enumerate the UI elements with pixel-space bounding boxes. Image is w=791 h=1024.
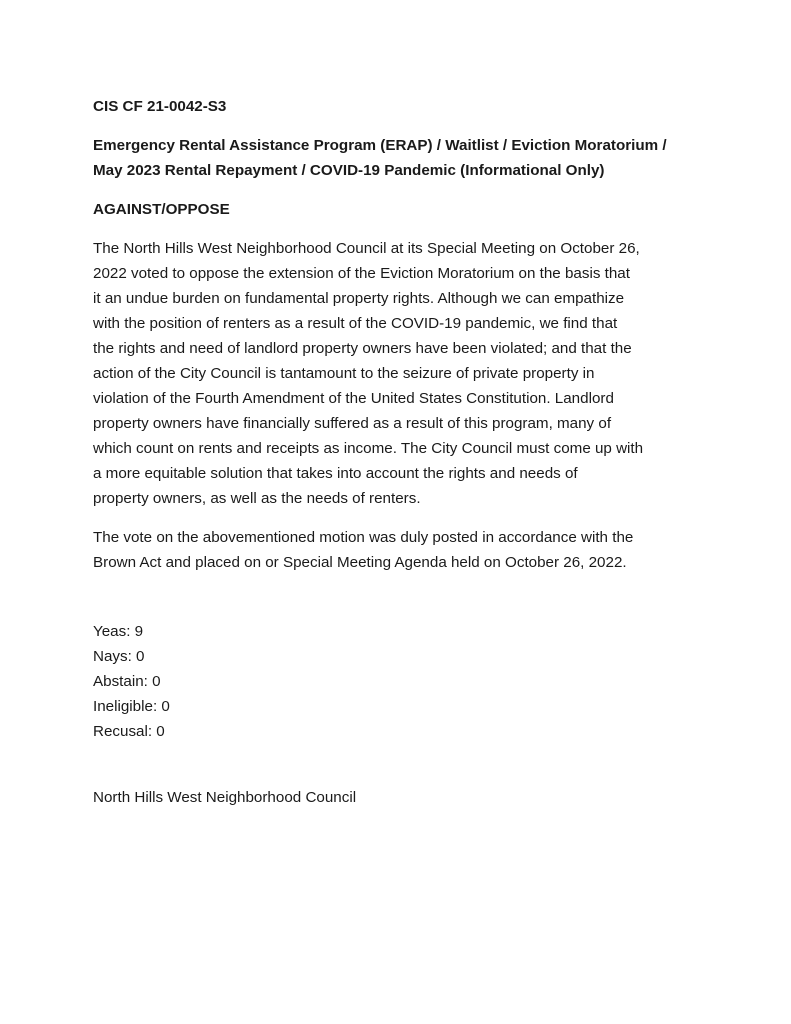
body-line: which count on rents and receipts as income. The City Council must come up with bbox=[93, 440, 644, 457]
body-line: property owners have financially suffered as a result of this program, many of bbox=[93, 415, 612, 432]
body-line: property owners, as well as the needs of renters. bbox=[93, 490, 421, 507]
document-page bbox=[93, 94, 703, 810]
vote-tally bbox=[93, 619, 703, 744]
body-line: the rights and need of landlord property owners have been violated; and that the bbox=[93, 340, 632, 357]
body-line: The North Hills West Neighborhood Council at its Special Meeting on October 26, bbox=[93, 240, 640, 257]
vote-ineligible: Ineligible: 0 bbox=[93, 698, 170, 715]
vote-abstain: Abstain: 0 bbox=[93, 673, 161, 690]
body-paragraph bbox=[93, 236, 703, 511]
vote-nays: Nays: 0 bbox=[93, 648, 145, 665]
signature-council-name: North Hills West Neighborhood Council bbox=[93, 789, 357, 806]
posting-line: Brown Act and placed on or Special Meeting Agenda held on October 26, 2022. bbox=[93, 554, 627, 571]
body-line: violation of the Fourth Amendment of the United States Constitution. Landlord bbox=[93, 390, 614, 407]
body-line: a more equitable solution that takes into account the rights and needs of bbox=[93, 465, 578, 482]
vote-yeas: Yeas: 9 bbox=[93, 623, 144, 640]
body-line: action of the City Council is tantamount to the seizure of private property in bbox=[93, 365, 595, 382]
posting-paragraph bbox=[93, 525, 703, 575]
posting-line: The vote on the abovementioned motion was duly posted in accordance with the bbox=[93, 529, 634, 546]
body-line: it an undue burden on fundamental property rights. Although we can empathize bbox=[93, 290, 625, 307]
council-file-number: CIS CF 21-0042-S3 bbox=[93, 98, 227, 115]
subject-line: May 2023 Rental Repayment / COVID-19 Pandemic (Informational Only) bbox=[93, 162, 605, 179]
body-line: 2022 voted to oppose the extension of the Eviction Moratorium on the basis that bbox=[93, 265, 630, 282]
subject-heading bbox=[93, 133, 703, 183]
position-statement: AGAINST/OPPOSE bbox=[93, 201, 230, 218]
vote-recusal: Recusal: 0 bbox=[93, 723, 165, 740]
subject-line: Emergency Rental Assistance Program (ERAP) / Waitlist / Eviction Moratorium / bbox=[93, 137, 667, 154]
body-line: with the position of renters as a result of the COVID-19 pandemic, we find that bbox=[93, 315, 618, 332]
